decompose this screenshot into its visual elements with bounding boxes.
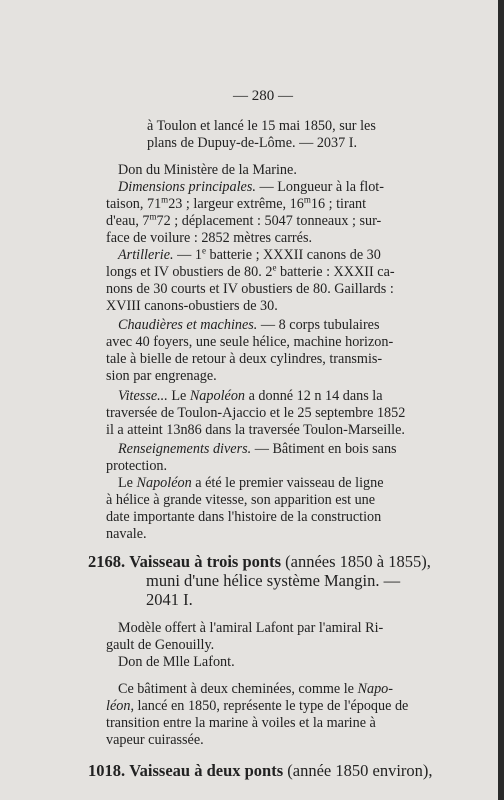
model-note-line: Modèle offert à l'amiral Lafont par l'amiral Ri- <box>118 620 384 636</box>
entry-2168-line: muni d'une hélice système Mangin. — <box>146 571 401 590</box>
boilers-line: sion par engrenage. <box>106 368 217 384</box>
info-line: date importante dans l'histoire de la construction <box>106 509 382 525</box>
dimensions-line: taison, 71$^m$23 ; largeur extrême, 16$^m$16 ; tirant <box>106 194 367 212</box>
entry-number: 2168. <box>88 552 126 571</box>
page-edge-shadow <box>498 0 504 800</box>
info-label: Renseignements divers. <box>118 441 252 457</box>
dimensions-line: face de voilure : 2852 mètres carrés. <box>106 230 313 246</box>
boilers-line: tale à bielle de retour à deux cylindres, transmis- <box>106 351 383 367</box>
entry-2168-heading: 2168. Vaisseau à trois ponts (années 1850 à 1855), <box>88 552 431 571</box>
artillery-line: Artillerie. — 1e batterie ; XXXII canons de 30 <box>118 245 381 263</box>
artillery-line: nons de 30 courts et IV obustiers de 80. Gaillards : <box>106 281 394 297</box>
dimensions-line: d'eau, 7$^m$72 ; déplacement : 5047 tonneaux ; sur- <box>106 211 382 229</box>
dimensions-label: Dimensions principales. <box>118 179 256 195</box>
info-line: protection. <box>106 458 168 474</box>
boilers-label: Chaudières et machines. <box>118 317 258 333</box>
entry-continuation-line: plans de Dupuy-de-Lôme. — 2037 I. <box>147 135 358 151</box>
speed-line: Vitesse... Le Napoléon a donné 12 n 14 dans la <box>118 388 383 404</box>
boilers-line: Chaudières et machines. — 8 corps tubulaires <box>118 317 380 333</box>
donation-note: Don du Ministère de la Marine. <box>118 162 297 178</box>
speed-line: il a atteint 13n86 dans la traversée Toulon-Marseille. <box>106 422 405 438</box>
info-line: navale. <box>106 526 147 542</box>
ship-description-line: vapeur cuirassée. <box>106 732 204 748</box>
info-line: Le Napoléon a été le premier vaisseau de ligne <box>118 475 384 491</box>
artillery-line: longs et IV obustiers de 80. 2e batterie : XXXII ca- <box>106 262 395 280</box>
dimensions-line: Dimensions principales. — Longueur à la flot- <box>118 179 384 195</box>
donation-note: Don de Mlle Lafont. <box>118 654 235 670</box>
entry-number: 1018. <box>88 761 126 780</box>
ship-description-line: léon, lancé en 1850, représente le type de l'époque de <box>106 698 409 714</box>
speed-line: traversée de Toulon-Ajaccio et le 25 septembre 1852 <box>106 405 406 421</box>
model-note-line: gault de Genouilly. <box>106 637 215 653</box>
entry-continuation-line: à Toulon et lancé le 15 mai 1850, sur les <box>147 118 376 134</box>
info-line: à hélice à grande vitesse, son apparition est une <box>106 492 376 508</box>
ship-description-line: transition entre la marine à voiles et la marine à <box>106 715 376 731</box>
boilers-line: avec 40 foyers, une seule hélice, machine horizon- <box>106 334 394 350</box>
artillery-line: XVIII canons-obustiers de 30. <box>106 298 278 314</box>
page-number: — 280 — <box>233 88 293 104</box>
ship-description-line: Ce bâtiment à deux cheminées, comme le Napo- <box>118 681 393 697</box>
speed-label: Vitesse... <box>118 388 168 404</box>
entry-title: Vaisseau à trois ponts <box>129 552 281 571</box>
info-line: Renseignements divers. — Bâtiment en bois sans <box>118 441 397 457</box>
artillery-label: Artillerie. <box>118 247 174 263</box>
entry-2168-line: 2041 I. <box>146 590 193 609</box>
entry-title: Vaisseau à deux ponts <box>129 761 284 780</box>
entry-1018-heading: 1018. Vaisseau à deux ponts (année 1850 environ), <box>88 761 433 780</box>
